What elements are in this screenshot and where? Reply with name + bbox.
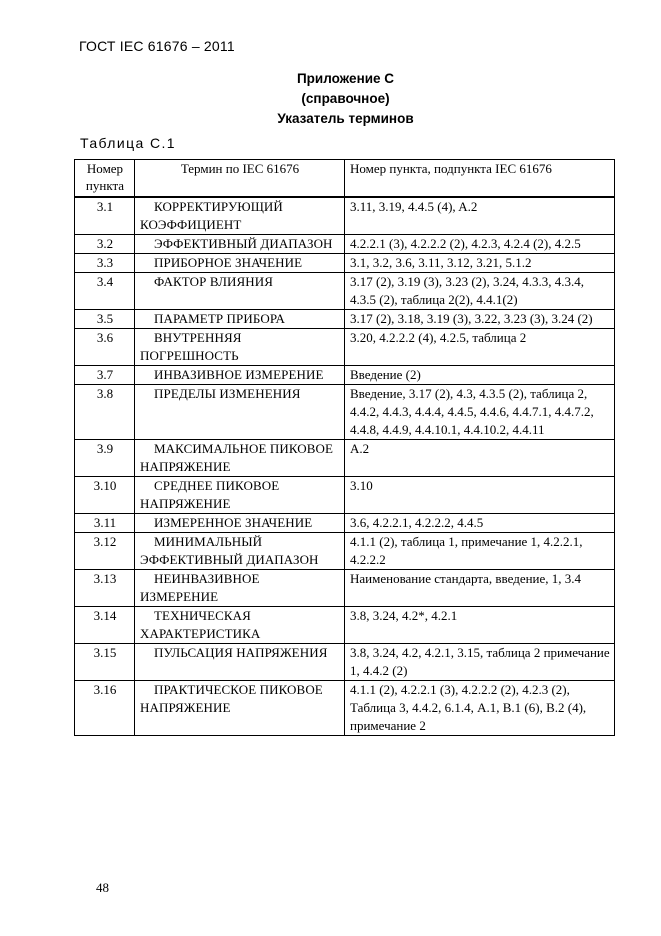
- table-row: [75, 235, 615, 254]
- term-name-cell: [135, 607, 345, 644]
- table-row: [75, 681, 615, 736]
- terms-index-table: [74, 159, 615, 736]
- page-number: 48: [96, 880, 109, 895]
- term-name: СРЕДНЕЕ ПИКОВОЕ НАПРЯЖЕНИЕ: [140, 478, 280, 511]
- term-number: 3.5: [75, 310, 135, 329]
- annex-subtitle: Указатель терминов: [277, 111, 414, 126]
- column-header-term: Термин по IEC 61676: [135, 160, 345, 198]
- term-number: 3.7: [75, 366, 135, 385]
- table-row: [75, 607, 615, 644]
- term-references: 3.10: [345, 477, 615, 514]
- term-name-cell: [135, 533, 345, 570]
- table-row: [75, 533, 615, 570]
- term-references: 3.17 (2), 3.18, 3.19 (3), 3.22, 3.23 (3), 3.24 (2): [345, 310, 615, 329]
- table-row: [75, 440, 615, 477]
- term-number: 3.14: [75, 607, 135, 644]
- term-references: Введение (2): [345, 366, 615, 385]
- term-number: 3.2: [75, 235, 135, 254]
- term-name: НЕИНВАЗИВНОЕ ИЗМЕРЕНИЕ: [140, 571, 260, 604]
- table-row: [75, 477, 615, 514]
- term-references: 3.1, 3.2, 3.6, 3.11, 3.12, 3.21, 5.1.2: [345, 254, 615, 273]
- term-references: Наименование стандарта, введение, 1, 3.4: [345, 570, 615, 607]
- term-name-cell: [135, 440, 345, 477]
- term-references: 3.11, 3.19, 4.4.5 (4), A.2: [345, 197, 615, 235]
- term-number: 3.11: [75, 514, 135, 533]
- table-row: [75, 644, 615, 681]
- term-name-cell: [135, 681, 345, 736]
- term-name-cell: [135, 197, 345, 235]
- annex-title-block: [0, 69, 661, 129]
- term-name: МИНИМАЛЬНЫЙ ЭФФЕКТИВНЫЙ ДИАПАЗОН: [140, 534, 319, 567]
- annex-status: (справочное): [301, 91, 390, 106]
- term-name: МАКСИМАЛЬНОЕ ПИКОВОЕ НАПРЯЖЕНИЕ: [140, 441, 334, 474]
- table-row: [75, 254, 615, 273]
- term-name-cell: [135, 385, 345, 440]
- term-references: A.2: [345, 440, 615, 477]
- term-name: ЭФФЕКТИВНЫЙ ДИАПАЗОН: [154, 236, 333, 251]
- table-row: [75, 197, 615, 235]
- annex-title: Приложение С: [296, 71, 395, 86]
- term-name-cell: [135, 254, 345, 273]
- term-name-cell: [135, 514, 345, 533]
- term-references: 3.8, 3.24, 4.2, 4.2.1, 3.15, таблица 2 примечание 1, 4.4.2 (2): [345, 644, 615, 681]
- term-references: 3.20, 4.2.2.2 (4), 4.2.5, таблица 2: [345, 329, 615, 366]
- term-name: ПРИБОРНОЕ ЗНАЧЕНИЕ: [154, 255, 303, 270]
- term-number: 3.3: [75, 254, 135, 273]
- term-name: ИЗМЕРЕННОЕ ЗНАЧЕНИЕ: [154, 515, 313, 530]
- term-number: 3.12: [75, 533, 135, 570]
- term-number: 3.4: [75, 273, 135, 310]
- term-name: ПРАКТИЧЕСКОЕ ПИКОВОЕ НАПРЯЖЕНИЕ: [140, 682, 323, 715]
- term-number: 3.1: [75, 197, 135, 235]
- term-name: ИНВАЗИВНОЕ ИЗМЕРЕНИЕ: [154, 367, 324, 382]
- term-name: ВНУТРЕННЯЯ ПОГРЕШНОСТЬ: [140, 330, 242, 363]
- column-header-number: Номер пункта: [75, 160, 135, 198]
- table-row: [75, 366, 615, 385]
- term-references: 4.2.2.1 (3), 4.2.2.2 (2), 4.2.3, 4.2.4 (2), 4.2.5: [345, 235, 615, 254]
- term-name: ТЕХНИЧЕСКАЯ ХАРАКТЕРИСТИКА: [140, 608, 261, 641]
- term-references: 4.1.1 (2), таблица 1, примечание 1, 4.2.2.1, 4.2.2.2: [345, 533, 615, 570]
- term-number: 3.10: [75, 477, 135, 514]
- term-number: 3.6: [75, 329, 135, 366]
- term-name-cell: [135, 329, 345, 366]
- table-body: [75, 197, 615, 736]
- term-name: КОРРЕКТИРУЮЩИЙ КОЭФФИЦИЕНТ: [140, 199, 283, 232]
- table-row: [75, 570, 615, 607]
- table-header-row: [75, 160, 615, 198]
- term-name-cell: [135, 366, 345, 385]
- table-row: [75, 273, 615, 310]
- table-row: [75, 385, 615, 440]
- document-header: ГОСТ IEC 61676 – 2011: [79, 38, 235, 54]
- term-name-cell: [135, 273, 345, 310]
- term-number: 3.13: [75, 570, 135, 607]
- term-number: 3.8: [75, 385, 135, 440]
- table-caption: Таблица С.1: [80, 135, 176, 151]
- term-references: 4.1.1 (2), 4.2.2.1 (3), 4.2.2.2 (2), 4.2.3 (2), Таблица 3, 4.4.2, 6.1.4, A.1, B.1 (6), B.2 (4), примечание 2: [345, 681, 615, 736]
- term-name: ПАРАМЕТР ПРИБОРА: [154, 311, 285, 326]
- term-name-cell: [135, 570, 345, 607]
- term-number: 3.9: [75, 440, 135, 477]
- term-name-cell: [135, 644, 345, 681]
- table-row: [75, 329, 615, 366]
- term-name-cell: [135, 310, 345, 329]
- table-row: [75, 514, 615, 533]
- term-references: 3.6, 4.2.2.1, 4.2.2.2, 4.4.5: [345, 514, 615, 533]
- table-row: [75, 310, 615, 329]
- term-number: 3.15: [75, 644, 135, 681]
- term-number: 3.16: [75, 681, 135, 736]
- term-name-cell: [135, 235, 345, 254]
- term-references: 3.8, 3.24, 4.2*, 4.2.1: [345, 607, 615, 644]
- term-name: ПРЕДЕЛЫ ИЗМЕНЕНИЯ: [154, 386, 301, 401]
- term-name: ФАКТОР ВЛИЯНИЯ: [154, 274, 274, 289]
- term-name: ПУЛЬСАЦИЯ НАПРЯЖЕНИЯ: [154, 645, 328, 660]
- term-references: 3.17 (2), 3.19 (3), 3.23 (2), 3.24, 4.3.3, 4.3.4, 4.3.5 (2), таблица 2(2), 4.4.1(2): [345, 273, 615, 310]
- term-name-cell: [135, 477, 345, 514]
- column-header-reference: Номер пункта, подпункта IEC 61676: [345, 160, 615, 198]
- term-references: Введение, 3.17 (2), 4.3, 4.3.5 (2), таблица 2, 4.4.2, 4.4.3, 4.4.4, 4.4.5, 4.4.6, 4.4.7.1, 4.4.7.2, 4.4.8, 4.4.9, 4.4.10.1, 4.4.10.2, 4.4.11: [345, 385, 615, 440]
